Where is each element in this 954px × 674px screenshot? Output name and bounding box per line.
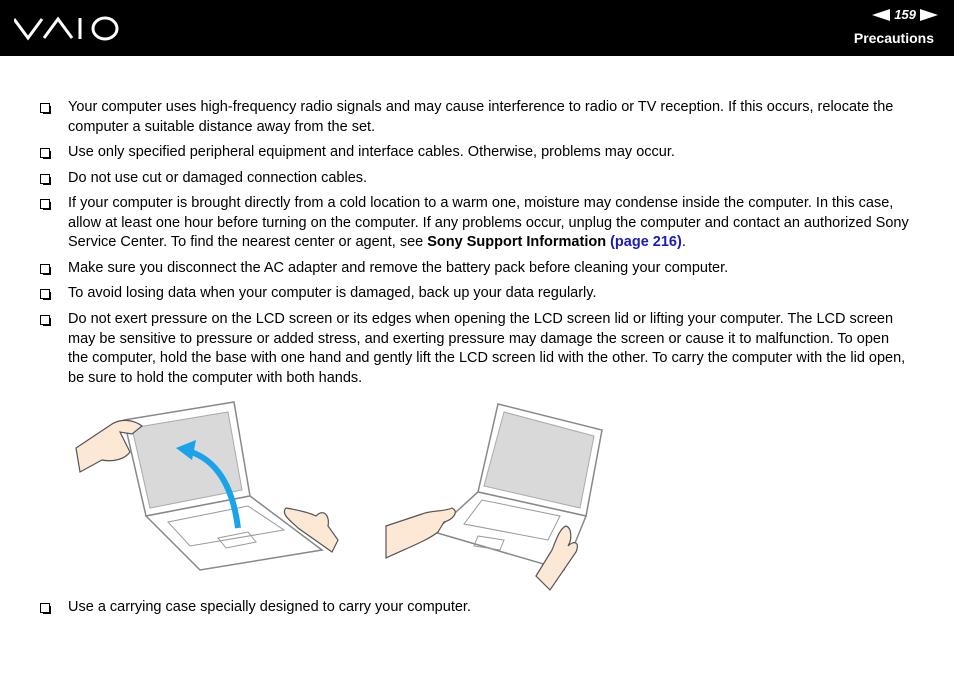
checkbox-bullet-icon xyxy=(40,603,50,613)
checkbox-bullet-icon xyxy=(40,103,50,113)
laptop-opening-icon xyxy=(76,402,338,570)
sony-support-reference: Sony Support Information xyxy=(427,234,607,250)
checkbox-bullet-icon xyxy=(40,315,50,325)
section-title: Precautions xyxy=(853,30,934,46)
checkbox-bullet-icon xyxy=(40,289,50,299)
page-navigation xyxy=(872,7,938,22)
checkbox-bullet-icon xyxy=(40,148,50,158)
next-page-icon[interactable] xyxy=(920,9,938,21)
page-216-link[interactable]: (page 216) xyxy=(610,234,682,250)
laptop-carrying-icon xyxy=(386,404,602,590)
laptop-handling-illustration xyxy=(72,400,612,592)
previous-page-icon[interactable] xyxy=(872,9,890,21)
vaio-logo xyxy=(14,14,120,42)
page-number: 159 xyxy=(894,7,916,22)
checkbox-bullet-icon xyxy=(40,199,50,209)
checkbox-bullet-icon xyxy=(40,264,50,274)
checkbox-bullet-icon xyxy=(40,174,50,184)
page-header xyxy=(0,0,954,56)
